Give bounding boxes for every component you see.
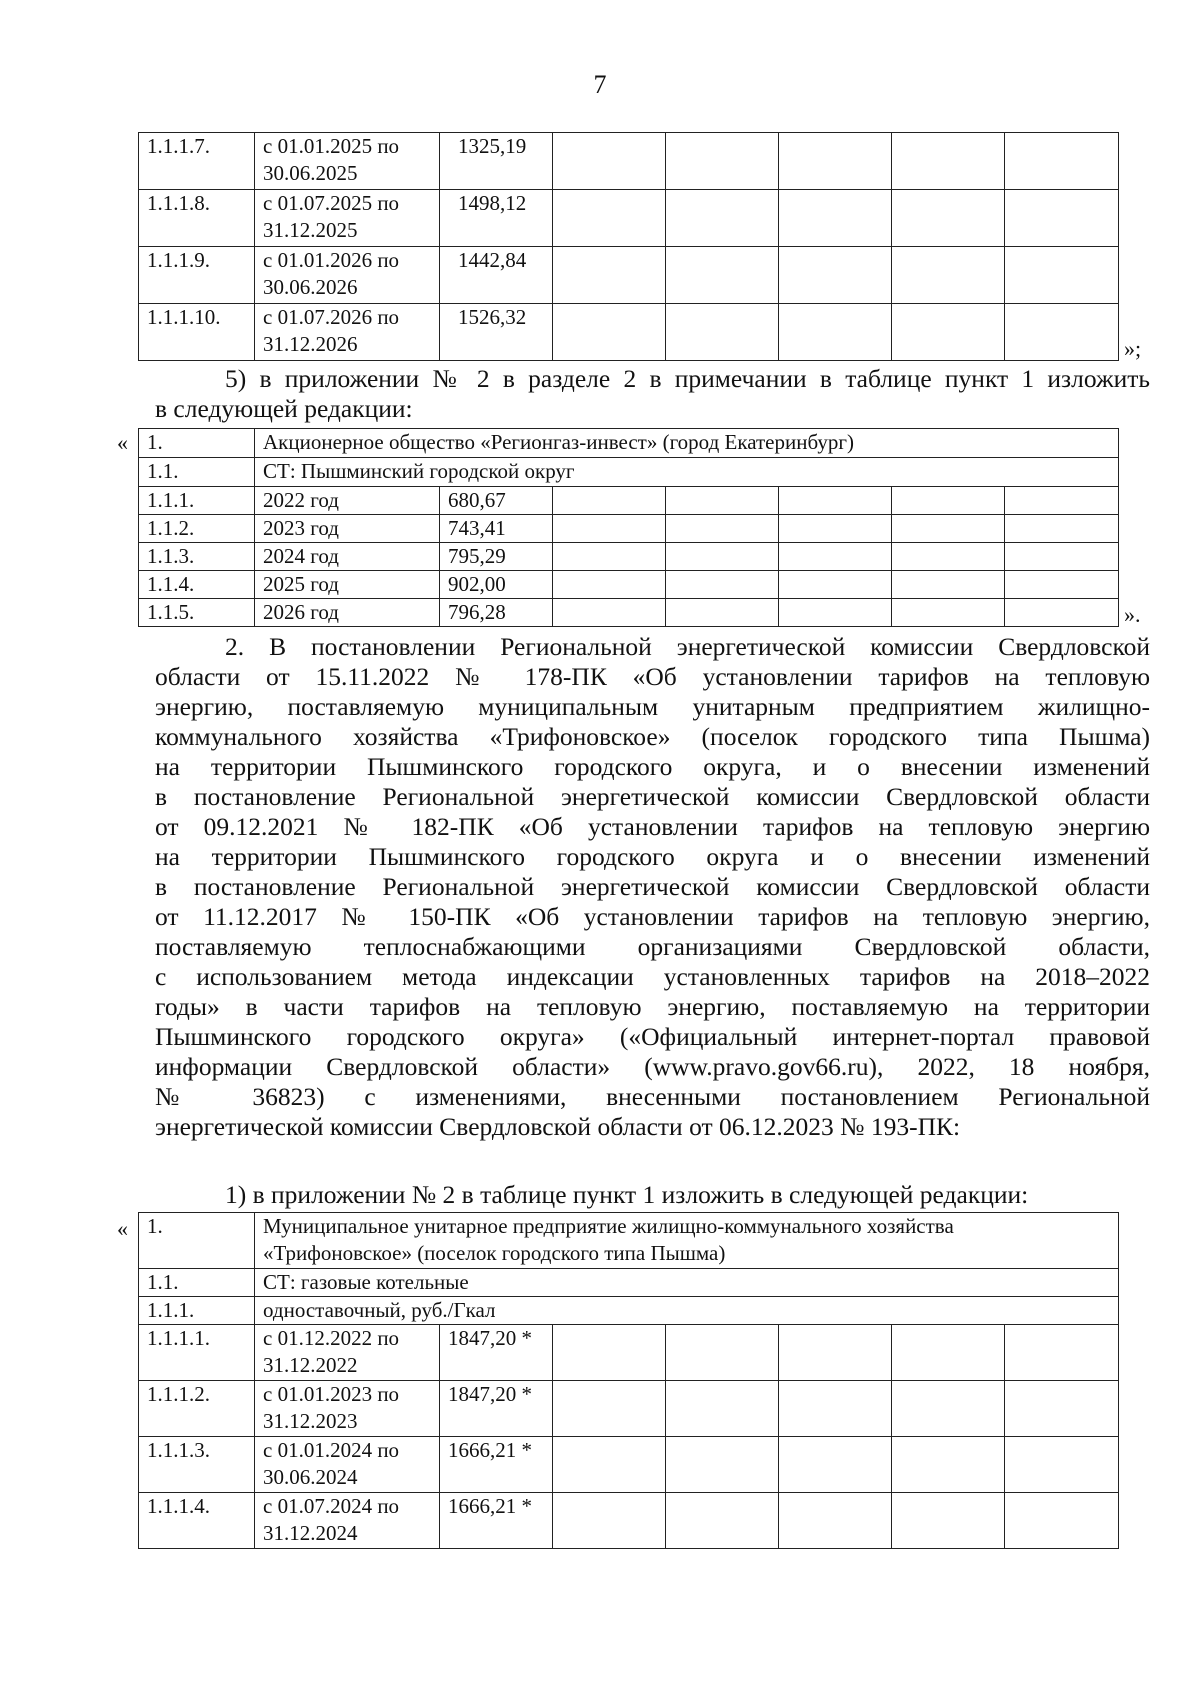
sub-name: СТ: газовые котельные	[255, 1269, 1119, 1297]
paragraph-line: годы» в части тарифов на тепловую энергию, поставляемую на территории	[155, 992, 1150, 1021]
row-number: 1.1.1.	[139, 487, 255, 515]
paragraph-line: области от 15.11.2022 № 178-ПК «Об установлении тарифов на тепловую	[155, 662, 1150, 691]
item-5-paragraph	[155, 364, 1150, 424]
paragraph-line: с использованием метода индексации установленных тарифов на 2018–2022	[155, 962, 1150, 991]
paragraph-line: на территории Пышминского городского округа и о внесении изменений	[155, 842, 1150, 871]
row-period: с 01.01.2023 по 31.12.2023	[255, 1381, 440, 1437]
paragraph-line: коммунального хозяйства «Трифоновское» (поселок городского типа Пышма)	[155, 722, 1150, 751]
row-period: с 01.12.2022 по 31.12.2022	[255, 1325, 440, 1381]
row-period: с 01.01.2026 по 30.06.2026	[255, 247, 440, 304]
paragraph-line: информации Свердловской области» (www.pravo.gov66.ru), 2022, 18 ноября,	[155, 1052, 1150, 1081]
row-value: 1666,21 *	[440, 1437, 553, 1493]
org-number: 1.	[139, 1213, 255, 1269]
quote-open-mark: «	[117, 1216, 128, 1241]
org-name: Муниципальное унитарное предприятие жилищно-коммунального хозяйства «Трифоновское» (поселок городского типа Пышма)	[255, 1213, 1119, 1269]
row-value: 1498,12	[440, 190, 553, 247]
row-period: с 01.07.2024 по 31.12.2024	[255, 1493, 440, 1549]
row-period: с 01.01.2025 по 30.06.2025	[255, 133, 440, 190]
item-5-line: 5) в приложении № 2 в разделе 2 в примечании в таблице пункт 1 изложить	[225, 364, 1150, 393]
row-period: с 01.07.2025 по 31.12.2025	[255, 190, 440, 247]
row-year: 2025 год	[255, 571, 440, 599]
row-number: 1.1.1.3.	[139, 1437, 255, 1493]
table-row	[139, 458, 1119, 487]
table-row	[139, 304, 1119, 361]
paragraph-line: Пышминского городского округа» («Официальный интернет-портал правовой	[155, 1022, 1150, 1051]
table-row	[139, 1437, 1119, 1493]
row-value: 1325,19	[440, 133, 553, 190]
paragraph-line: 2. В постановлении Региональной энергетической комиссии Свердловской	[225, 632, 1150, 661]
table-row	[139, 543, 1119, 571]
item-1-line: 1) в приложении № 2 в таблице пункт 1 изложить в следующей редакции:	[225, 1180, 1029, 1209]
item-5-line: в следующей редакции:	[155, 394, 413, 423]
table-row	[139, 190, 1119, 247]
item-1-paragraph	[225, 1180, 1150, 1210]
sub-number: 1.1.	[139, 458, 255, 487]
row-value: 902,00	[440, 571, 553, 599]
org-number: 1.	[139, 429, 255, 458]
paragraph-line: в постановление Региональной энергетической комиссии Свердловской области	[155, 872, 1150, 901]
paragraph-line: поставляемую теплоснабжающими организациями Свердловской области,	[155, 932, 1150, 961]
row-number: 1.1.5.	[139, 599, 255, 627]
paragraph-line: № 36823) с изменениями, внесенными постановлением Региональной	[155, 1082, 1150, 1111]
row-value: 1442,84	[440, 247, 553, 304]
row-value: 796,28	[440, 599, 553, 627]
table-row	[139, 515, 1119, 543]
table-row	[139, 1213, 1119, 1269]
table-row	[139, 247, 1119, 304]
paragraph-line: на территории Пышминского городского округа, и о внесении изменений	[155, 752, 1150, 781]
table-row	[139, 571, 1119, 599]
quote-open-mark: «	[117, 430, 128, 455]
tariff-table-top	[138, 132, 1119, 361]
quote-close-mark: »;	[1124, 336, 1142, 361]
tariff-table-middle	[138, 428, 1119, 627]
sub-name: СТ: Пышминский городской округ	[255, 458, 1119, 487]
tariff-table-bottom	[138, 1212, 1119, 1549]
table-row	[139, 599, 1119, 627]
table-row	[139, 1297, 1119, 1325]
row-period: с 01.07.2026 по 31.12.2026	[255, 304, 440, 361]
quote-close-mark: ».	[1124, 602, 1141, 627]
paragraph-line: от 09.12.2021 № 182-ПК «Об установлении тарифов на тепловую энергию	[155, 812, 1150, 841]
sub-number: 1.1.	[139, 1269, 255, 1297]
paragraph-line: в постановление Региональной энергетической комиссии Свердловской области	[155, 782, 1150, 811]
row-year: 2023 год	[255, 515, 440, 543]
row-number: 1.1.4.	[139, 571, 255, 599]
table-row	[139, 429, 1119, 458]
row-value: 1847,20 *	[440, 1381, 553, 1437]
org-name: Акционерное общество «Регионгаз-инвест» (город Екатеринбург)	[255, 429, 1119, 458]
row-period: с 01.01.2024 по 30.06.2024	[255, 1437, 440, 1493]
table-row	[139, 133, 1119, 190]
row-value: 1526,32	[440, 304, 553, 361]
rate-number: 1.1.1.	[139, 1297, 255, 1325]
table-row	[139, 1325, 1119, 1381]
row-number: 1.1.1.8.	[139, 190, 255, 247]
row-value: 743,41	[440, 515, 553, 543]
row-value: 1847,20 *	[440, 1325, 553, 1381]
rate-name: одноставочный, руб./Гкал	[255, 1297, 1119, 1325]
table-row	[139, 1381, 1119, 1437]
row-number: 1.1.3.	[139, 543, 255, 571]
row-number: 1.1.1.2.	[139, 1381, 255, 1437]
paragraph-line: энергетической комиссии Свердловской области от 06.12.2023 № 193-ПК:	[155, 1112, 961, 1141]
row-number: 1.1.1.9.	[139, 247, 255, 304]
row-number: 1.1.1.4.	[139, 1493, 255, 1549]
paragraph-line: энергию, поставляемую муниципальным унитарным предприятием жилищно-	[155, 692, 1150, 721]
row-value: 795,29	[440, 543, 553, 571]
row-year: 2022 год	[255, 487, 440, 515]
table-row	[139, 487, 1119, 515]
paragraph-line: от 11.12.2017 № 150-ПК «Об установлении тарифов на тепловую энергию,	[155, 902, 1150, 931]
row-year: 2026 год	[255, 599, 440, 627]
row-value: 680,67	[440, 487, 553, 515]
row-year: 2024 год	[255, 543, 440, 571]
row-value: 1666,21 *	[440, 1493, 553, 1549]
table-row	[139, 1493, 1119, 1549]
row-number: 1.1.1.10.	[139, 304, 255, 361]
table-row	[139, 1269, 1119, 1297]
row-number: 1.1.1.1.	[139, 1325, 255, 1381]
page-number: 7	[593, 70, 607, 99]
section-2-paragraph	[155, 632, 1150, 1142]
row-number: 1.1.1.7.	[139, 133, 255, 190]
row-number: 1.1.2.	[139, 515, 255, 543]
